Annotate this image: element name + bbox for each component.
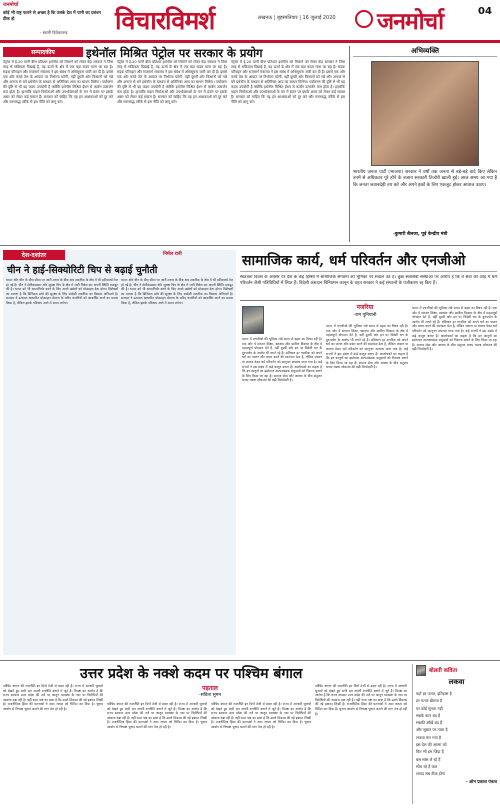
poem-line: सोच रहे हैं कल	[416, 763, 438, 769]
bottom-col-4: पश्चिम बंगाल की राजनीति इन दिनों तेजी से बदल रही है। राज्य में आगामी चुनावों को देखते हुए सभी दल अपनी रणनीति बनाने में जुटे हैं। विपक्ष का आरोप है कि राज्य सरकार उत्तर प्रदेश की तर्ज पर कानून व्यवस्था के नाम पर विरोधियों की आवाज दबा रही है। वहीं सत्ता पक्ष का दावा है कि उसने विकास की नई इबारत लिखी है। राजनीतिक हिंसा की घटनाओं ने आम जनता को चिंतित कर दिया है। चुनाव आयोग से निष्पक्ष चुनाव कराने की मांग तेज हो रही है।	[315, 684, 407, 716]
masthead-quote: कोई भी राष्ट्र फलने से अच्छा है कि उसके देश में पानी का प्रबंधन ठीक हो	[3, 10, 101, 21]
desh-headline: चीन ने हाई-सिक्योरिटी चिप से बढ़ाई चुनौती	[7, 265, 158, 276]
feature-headline: सामाजिक कार्य, धर्म परिवर्तन और एनजीओ	[242, 253, 466, 269]
logo-seal-icon	[355, 10, 373, 28]
bottom-author: -सविता सुमन	[198, 693, 222, 698]
masthead	[0, 0, 500, 44]
section-title	[115, 3, 215, 35]
feature-intro: स्वतंत्रता दिवस के अवसर पर देश के कई हिस्सों में सामाजिक संगठनों की भूमिका पर सवाल उठे हैं। कुछ स्वयंसेवी संस्थाओं पर आरोप है कि वे सेवा की आड़ में धर्म परिवर्तन जैसी गतिविधियों में लिप्त हैं। विदेशी अंशदान विनियमन कानून के तहत सरकार ने कई संगठनों के पंजीकरण रद्द किए हैं।	[240, 275, 497, 286]
poem-line: सबकी आँखें बंद हैं	[416, 720, 443, 726]
editorial-col-3: पेट्रोल में ई-20 यानी बीस प्रतिशत इथेनॉल को मिलाने को लेकर केंद्र सरकार ने जिस तरह से सक्रियता दिखाई है, वह ऊर्जा के क्षेत्र में एक बड़ा कदम माना जा रहा है। सड़क परिवहन और राजमार्ग मंत्रालय ने इस संबंध में अधिसूचना जारी कर दी है। इससे एक ओर कच्चे तेल के आयात पर निर्भरता घटेगी, वहीं दूसरी ओर किसानों को गन्ने और अनाज से बने इथेनॉल के माध्यम से अतिरिक्त आय का साधन मिलेगा। पर्यावरण की दृष्टि से भी यह कदम उपयोगी है क्योंकि इथेनॉल मिश्रित ईंधन से कार्बन उत्सर्जन कम होता है। हालांकि वाहन निर्माताओं और उपभोक्ताओं के मन में इंजन पर इसके असर को लेकर कई सवाल हैं। सरकार को चाहिए कि वह इन आशंकाओं को दूर करे और चरणबद्ध तरीके से इस नीति को लागू करे।	[231, 60, 345, 104]
section-name: विचारविमर्श	[115, 6, 215, 35]
poem-author: - ओम प्रकाश पंकज	[465, 778, 497, 784]
paper-small-name: जनमोर्चा	[3, 2, 19, 8]
poem-line: लकवा मार गया है	[416, 734, 441, 740]
opinion-author-photo	[371, 61, 479, 166]
bottom-label: पड़ताल	[202, 685, 218, 692]
poem-line: पर कोई सुनता नहीं	[416, 705, 443, 711]
poem-line: यहाँ हर पत्थर, इतिहास है	[416, 691, 452, 696]
opinion-box	[353, 46, 497, 242]
poem-line: बस सांस ले रहे हैं	[416, 756, 441, 762]
opinion-label-text: अभिव्यक्ति	[410, 46, 440, 55]
masthead-rule	[0, 40, 500, 43]
poem-line: फिर भी हम जिंदा हैं	[416, 749, 444, 755]
poem-line: सबके कान बंद हैं	[416, 712, 441, 718]
bottom-col-2: पश्चिम बंगाल की राजनीति इन दिनों तेजी से बदल रही है। राज्य में आगामी चुनावों को देखते हुए सभी दल अपनी रणनीति बनाने में जुटे हैं। विपक्ष का आरोप है कि राज्य सरकार उत्तर प्रदेश की तर्ज पर कानून व्यवस्था के नाम पर विरोधियों की आवाज दबा रही है। वहीं सत्ता पक्ष का दावा है कि उसने विकास की नई इबारत लिखी है। राजनीतिक हिंसा की घटनाओं ने आम जनता को चिंतित कर दिया है। चुनाव आयोग से निष्पक्ष चुनाव कराने की मांग तेज हो रही है।	[107, 702, 207, 729]
editorial-col-2: पेट्रोल में ई-20 यानी बीस प्रतिशत इथेनॉल को मिलाने को लेकर केंद्र सरकार ने जिस तरह से सक्रियता दिखाई है, वह ऊर्जा के क्षेत्र में एक बड़ा कदम माना जा रहा है। सड़क परिवहन और राजमार्ग मंत्रालय ने इस संबंध में अधिसूचना जारी कर दी है। इससे एक ओर कच्चे तेल के आयात पर निर्भरता घटेगी, वहीं दूसरी ओर किसानों को गन्ने और अनाज से बने इथेनॉल के माध्यम से अतिरिक्त आय का साधन मिलेगा। पर्यावरण की दृष्टि से भी यह कदम उपयोगी है क्योंकि इथेनॉल मिश्रित ईंधन से कार्बन उत्सर्जन कम होता है। हालांकि वाहन निर्माताओं और उपभोक्ताओं के मन में इंजन पर इसके असर को लेकर कई सवाल हैं। सरकार को चाहिए कि वह इन आशंकाओं को दूर करे और चरणबद्ध तरीके से इस नीति को लागू करे।	[117, 60, 227, 104]
poem-line: इस देश की आत्मा को	[416, 742, 447, 748]
feature-headline-box	[240, 250, 497, 272]
horizontal-rule	[0, 245, 500, 246]
poem-label-row	[416, 664, 497, 676]
feature-byline: -राम पुनियानी	[353, 313, 377, 318]
poem-line: शायद सब ठीक होगा	[416, 771, 446, 777]
poem-author-photo	[416, 665, 426, 676]
poem-line: हर पत्थर बोलता है	[416, 698, 443, 704]
paper-logo	[355, 4, 470, 38]
bottom-col-3: पश्चिम बंगाल की राजनीति इन दिनों तेजी से बदल रही है। राज्य में आगामी चुनावों को देखते हुए सभी दल अपनी रणनीति बनाने में जुटे हैं। विपक्ष का आरोप है कि राज्य सरकार उत्तर प्रदेश की तर्ज पर कानून व्यवस्था के नाम पर विरोधियों की आवाज दबा रही है। वहीं सत्ता पक्ष का दावा है कि उसने विकास की नई इबारत लिखी है। राजनीतिक हिंसा की घटनाओं ने आम जनता को चिंतित कर दिया है। चुनाव आयोग से निष्पक्ष चुनाव कराने की मांग तेज हो रही है।	[211, 702, 311, 729]
feature-byline-label: नजरिया	[356, 304, 374, 311]
desh-section	[3, 250, 236, 655]
editorial-col-1: पेट्रोल में ई-20 यानी बीस प्रतिशत इथेनॉल को मिलाने को लेकर केंद्र सरकार ने जिस तरह से सक्रियता दिखाई है, वह ऊर्जा के क्षेत्र में एक बड़ा कदम माना जा रहा है। सड़क परिवहन और राजमार्ग मंत्रालय ने इस संबंध में अधिसूचना जारी कर दी है। इससे एक ओर कच्चे तेल के आयात पर निर्भरता घटेगी, वहीं दूसरी ओर किसानों को गन्ने और अनाज से बने इथेनॉल के माध्यम से अतिरिक्त आय का साधन मिलेगा। पर्यावरण की दृष्टि से भी यह कदम उपयोगी है क्योंकि इथेनॉल मिश्रित ईंधन से कार्बन उत्सर्जन कम होता है। हालांकि वाहन निर्माताओं और उपभोक्ताओं के मन में इंजन पर इसके असर को लेकर कई सवाल हैं। सरकार को चाहिए कि वह इन आशंकाओं को दूर करे और चरणबद्ध तरीके से इस नीति को लागू करे।	[3, 60, 113, 104]
column-divider	[349, 46, 350, 242]
opinion-label	[353, 46, 497, 57]
bottom-headline: उत्तर प्रदेश के नक्शे कदम पर पश्चिम बंगाल	[80, 666, 303, 682]
desh-author-tag: निर्मल रानी	[163, 252, 182, 257]
bottom-label-box	[150, 684, 270, 700]
opinion-author: -कुमारी सैलजा, पूर्व केन्द्रीय मंत्री	[393, 232, 448, 237]
horizontal-rule-2	[0, 660, 500, 661]
poem-box	[412, 664, 497, 804]
dateline: लखनऊ | बृहस्पतिवार | 16 जुलाई 2020	[258, 15, 336, 21]
feature-byline-box	[325, 303, 405, 321]
desh-col-2: भारत और चीन के बीच सीमा पर जारी तनाव के बीच अब तकनीक के क्षेत्र में भी प्रतिस्पर्धा तेज हो गई है। चीन ने सेमीकंडक्टर और सुरक्षा चिप के क्षेत्र में भारी निवेश कर अपनी स्थिति मजबूत की है। भारत को भी आत्मनिर्भर बनने के लिए अपने उद्योगों को प्रोत्साहन देना होगा। विशेषज्ञों का मानना है कि डिजिटल ढांचे की सुरक्षा के लिए स्वदेशी तकनीक का विकास अनिवार्य है। सरकार ने उत्पादन आधारित प्रोत्साहन योजना के जरिए कंपनियों को आकर्षित करने का प्रयास किया है, लेकिन इसके परिणाम आने में समय लगेगा।	[121, 278, 233, 305]
desh-col-1: भारत और चीन के बीच सीमा पर जारी तनाव के बीच अब तकनीक के क्षेत्र में भी प्रतिस्पर्धा तेज हो गई है। चीन ने सेमीकंडक्टर और सुरक्षा चिप के क्षेत्र में भारी निवेश कर अपनी स्थिति मजबूत की है। भारत को भी आत्मनिर्भर बनने के लिए अपने उद्योगों को प्रोत्साहन देना होगा। विशेषज्ञों का मानना है कि डिजिटल ढांचे की सुरक्षा के लिए स्वदेशी तकनीक का विकास अनिवार्य है। सरकार ने उत्पादन आधारित प्रोत्साहन योजना के जरिए कंपनियों को आकर्षित करने का प्रयास किया है, लेकिन इसके परिणाम आने में समय लगेगा।	[6, 278, 118, 305]
poem-line: और जुबान पर ताला है	[416, 727, 448, 733]
poem-title: लकवा	[448, 678, 465, 686]
editorial-label: सम्पादकीय	[3, 47, 83, 57]
page-number: 04	[478, 6, 492, 17]
feature-col-1: भारत में एनजीओ की भूमिका लंबे समय से बहस का विषय रही है। एक ओर ये संगठन शिक्षा, स्वास्थ्य और ग्रामीण विकास के क्षेत्र में महत्वपूर्ण योगदान देते हैं, वहीं दूसरी ओर इन पर विदेशी धन के दुरुपयोग के आरोप भी लगते रहे हैं। संविधान हर नागरिक को अपने धर्म का पालन और प्रचार करने की स्वतंत्रता देता है, लेकिन जबरन या लालच देकर धर्म परिवर्तन को कानूनन अपराध माना गया है। कई राज्यों ने इस संबंध में कड़े कानून बनाए हैं। आलोचकों का कहना है कि इन कानूनों का इस्तेमाल अल्पसंख्यक समुदायों को निशाना बनाने के लिए किया जा रहा है। समाज सेवा और आस्था के बीच संतुलन बनाए रखना लोकतंत्र की बड़ी जिम्मेदारी है।	[242, 337, 322, 383]
editorial-headline: इथेनॉल मिश्रित पेट्रोल पर सरकार के प्रयोग	[86, 46, 263, 60]
poem-label: बोलती कविता	[429, 668, 458, 674]
feature-col-3: भारत में एनजीओ की भूमिका लंबे समय से बहस का विषय रही है। एक ओर ये संगठन शिक्षा, स्वास्थ्य और ग्रामीण विकास के क्षेत्र में महत्वपूर्ण योगदान देते हैं, वहीं दूसरी ओर इन पर विदेशी धन के दुरुपयोग के आरोप भी लगते रहे हैं। संविधान हर नागरिक को अपने धर्म का पालन और प्रचार करने की स्वतंत्रता देता है, लेकिन जबरन या लालच देकर धर्म परिवर्तन को कानूनन अपराध माना गया है। कई राज्यों ने इस संबंध में कड़े कानून बनाए हैं। आलोचकों का कहना है कि इन कानूनों का इस्तेमाल अल्पसंख्यक समुदायों को निशाना बनाने के लिए किया जा रहा है। समाज सेवा और आस्था के बीच संतुलन बनाए रखना लोकतंत्र की बड़ी जिम्मेदारी है।	[412, 306, 497, 352]
opinion-quote: भारतीय जनता पार्टी (भाजपा) सरकार ने वर्षों तक जनता से बड़े-बड़े वादे किए लेकिन उनमें से अधिकतर पूरे होने के बजाय सरकारी तिजोरी खाली हुई। आज समय आ गया है कि जनता जवाबदेही तय करे और अपने हकों के लिए एकजुट होकर आवाज उठाए।	[353, 170, 497, 188]
bottom-col-1: पश्चिम बंगाल की राजनीति इन दिनों तेजी से बदल रही है। राज्य में आगामी चुनावों को देखते हुए सभी दल अपनी रणनीति बनाने में जुटे हैं। विपक्ष का आरोप है कि राज्य सरकार उत्तर प्रदेश की तर्ज पर कानून व्यवस्था के नाम पर विरोधियों की आवाज दबा रही है। वहीं सत्ता पक्ष का दावा है कि उसने विकास की नई इबारत लिखी है। राजनीतिक हिंसा की घटनाओं ने आम जनता को चिंतित कर दिया है। चुनाव आयोग से निष्पक्ष चुनाव कराने की मांग तेज हो रही है।	[3, 684, 103, 711]
feature-author-photo	[242, 306, 264, 334]
feature-rule	[240, 300, 497, 301]
feature-col-2: भारत में एनजीओ की भूमिका लंबे समय से बहस का विषय रही है। एक ओर ये संगठन शिक्षा, स्वास्थ्य और ग्रामीण विकास के क्षेत्र में महत्वपूर्ण योगदान देते हैं, वहीं दूसरी ओर इन पर विदेशी धन के दुरुपयोग के आरोप भी लगते रहे हैं। संविधान हर नागरिक को अपने धर्म का पालन और प्रचार करने की स्वतंत्रता देता है, लेकिन जबरन या लालच देकर धर्म परिवर्तन को कानूनन अपराध माना गया है। कई राज्यों ने इस संबंध में कड़े कानून बनाए हैं। आलोचकों का कहना है कि इन कानूनों का इस्तेमाल अल्पसंख्यक समुदायों को निशाना बनाने के लिए किया जा रहा है। समाज सेवा और आस्था के बीच संतुलन बनाए रखना लोकतंत्र की बड़ी जिम्मेदारी है।	[326, 324, 408, 370]
poem-lines	[416, 690, 497, 778]
masthead-quote-author: - स्वामी विवेकानन्द	[40, 30, 68, 35]
paper-name: जनमोर्चा	[377, 8, 444, 35]
desh-label: देश-दशांतर	[3, 250, 65, 260]
